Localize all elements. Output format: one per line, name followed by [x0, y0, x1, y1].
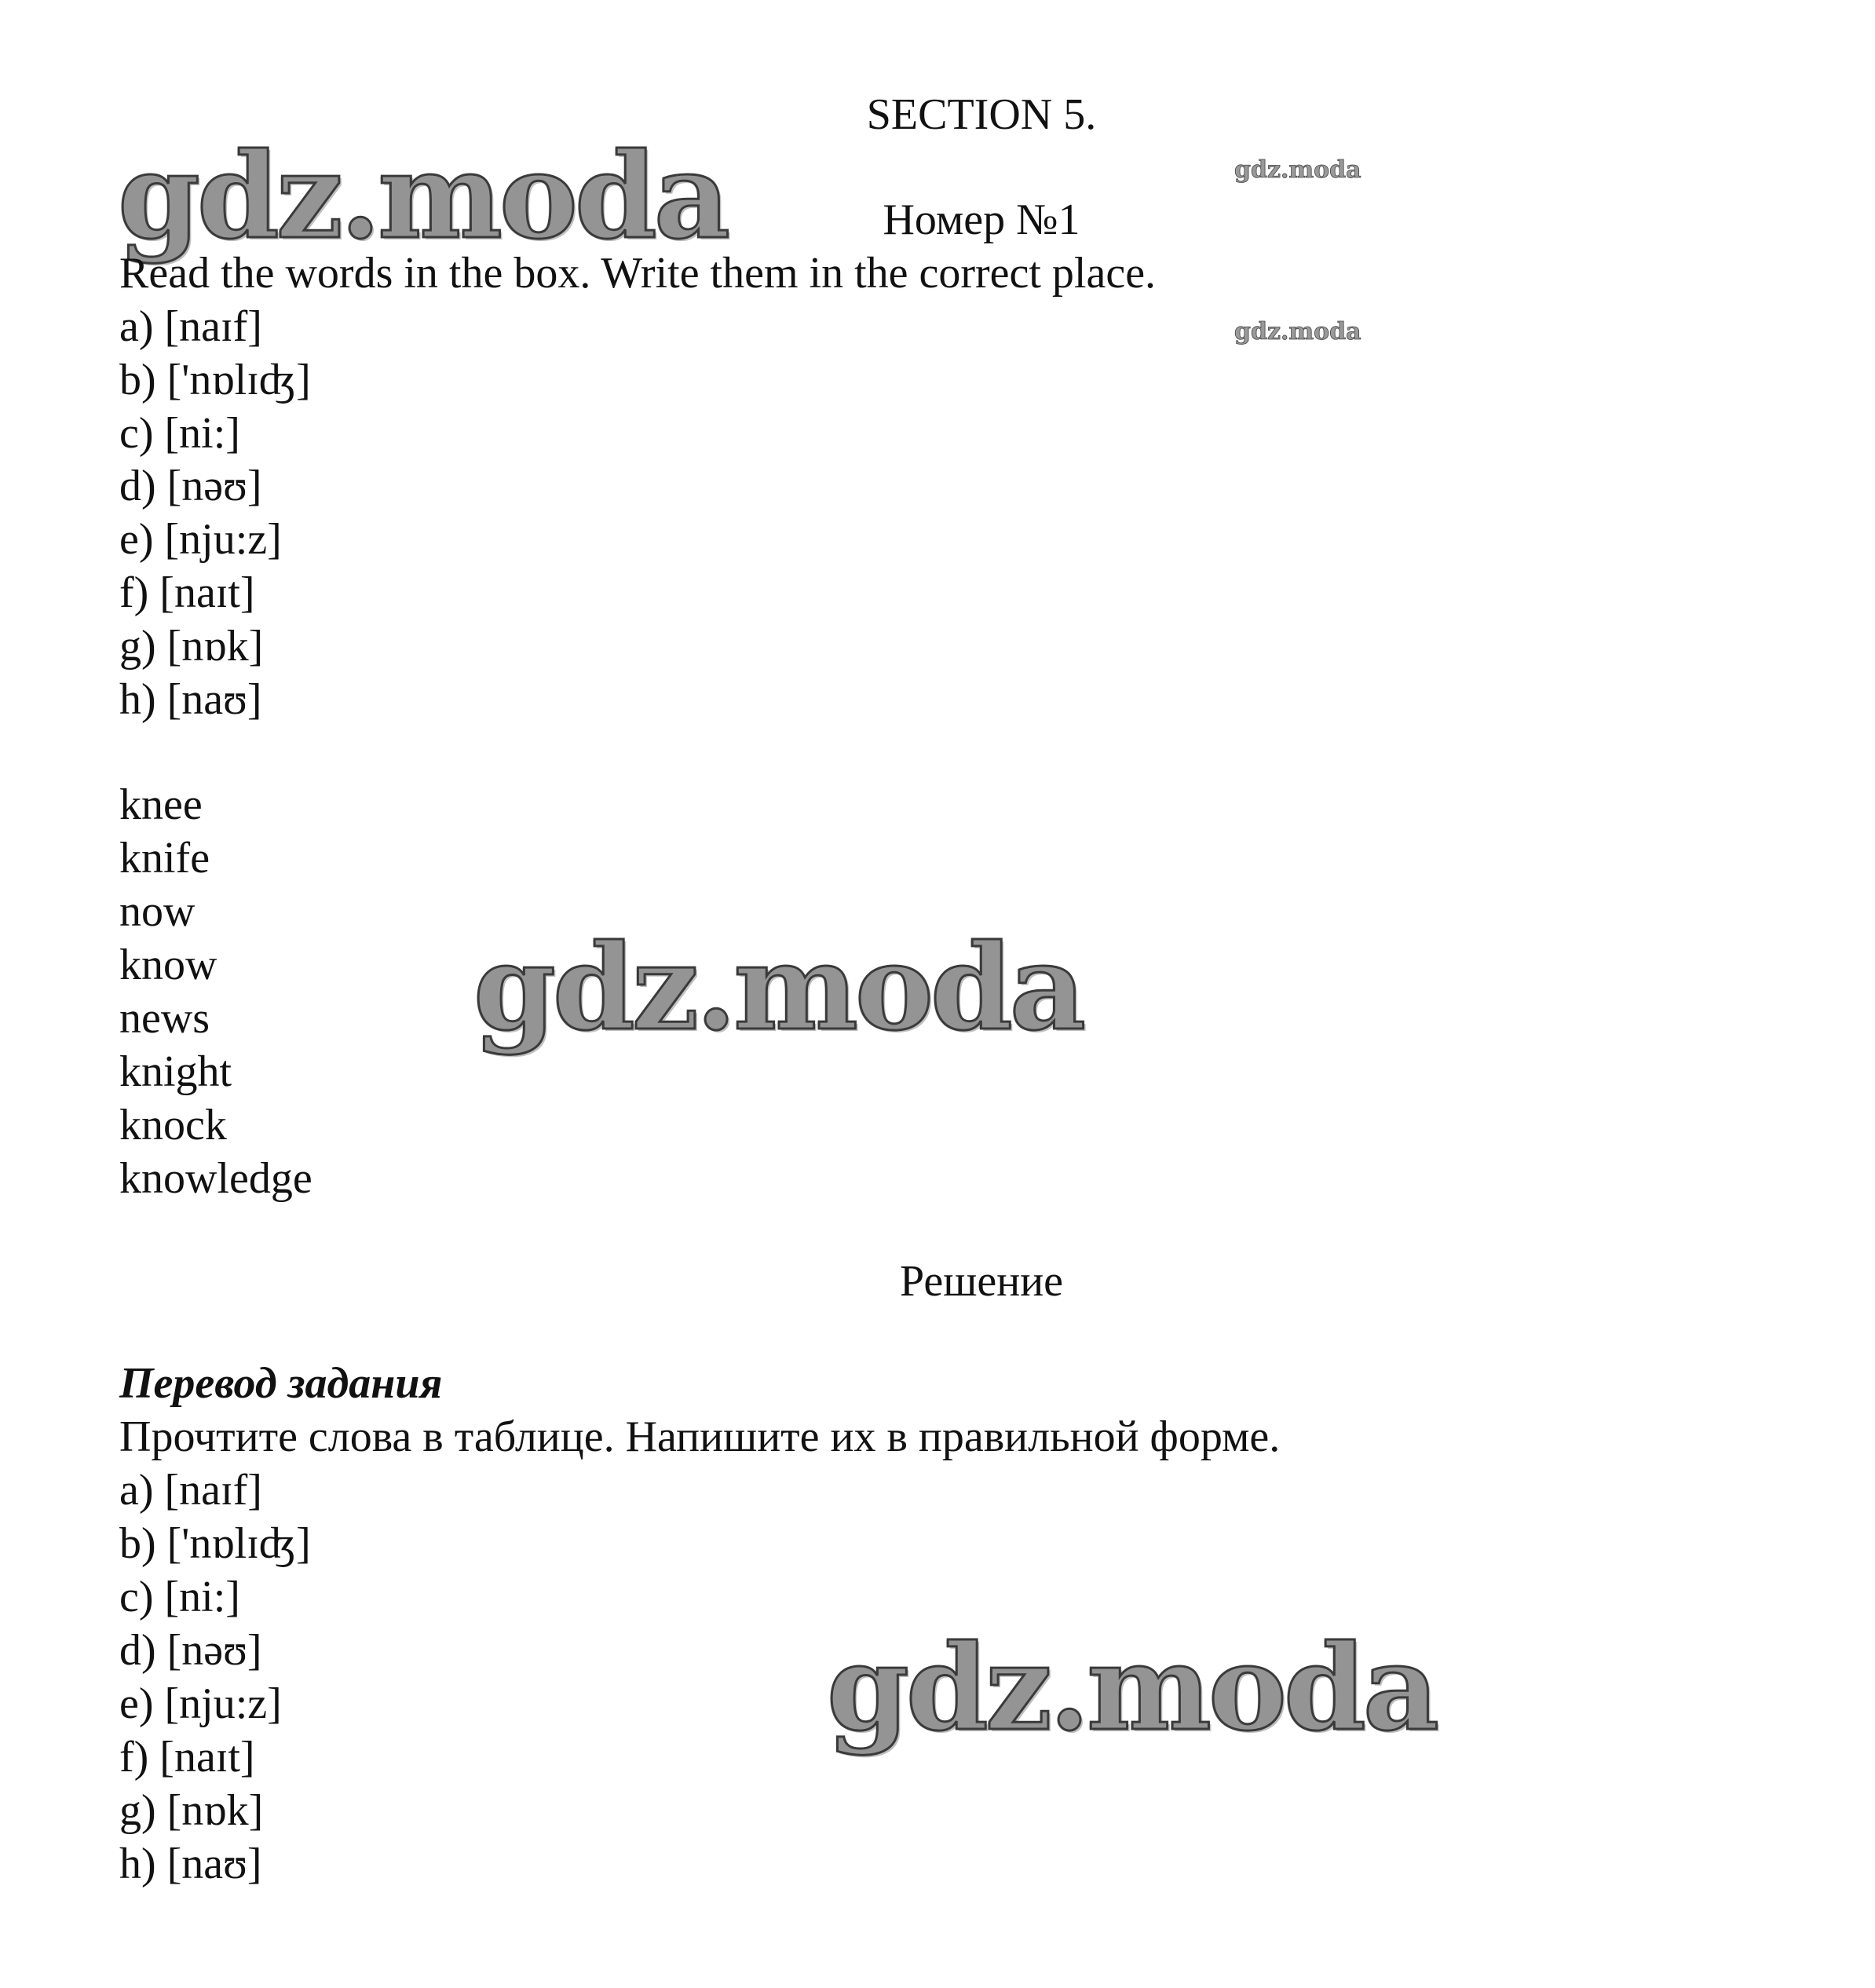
solution-heading: Решение	[899, 1257, 1064, 1306]
task-item: c) [ni:]	[119, 409, 240, 458]
word-box-item: knowledge	[119, 1154, 312, 1203]
solution-item: h) [naʊ]	[119, 1840, 262, 1888]
watermark-small-1: gdz.moda	[1234, 156, 1361, 184]
task-item: f) [naɪt]	[119, 568, 255, 617]
watermark-logo-bottom: gdz.moda	[827, 1619, 1437, 1757]
task-item: g) [nɒk]	[119, 622, 264, 671]
word-box-item: news	[119, 994, 210, 1043]
exercise-number: Номер №1	[883, 196, 1080, 244]
solution-item: g) [nɒk]	[119, 1786, 264, 1835]
task-item: b) ['nɒlɪʤ]	[119, 356, 311, 404]
watermark-logo-middle: gdz.moda	[473, 919, 1084, 1057]
task-item: h) [naʊ]	[119, 675, 262, 724]
word-box-item: now	[119, 887, 196, 936]
word-box-item: know	[119, 941, 217, 989]
translation-heading: Перевод задания	[119, 1359, 443, 1408]
solution-item: c) [ni:]	[119, 1573, 240, 1621]
word-box-item: knee	[119, 780, 203, 829]
task-instruction: Read the words in the box. Write them in the correct place.	[119, 249, 1157, 298]
watermark-logo-top-left: gdz.moda	[118, 127, 728, 265]
translation-instruction: Прочтите слова в таблице. Напишите их в правильной форме.	[119, 1412, 1281, 1461]
solution-item: a) [naɪf]	[119, 1466, 262, 1515]
section-title: SECTION 5.	[866, 90, 1097, 139]
task-item: a) [naɪf]	[119, 302, 262, 351]
solution-item: d) [nəʊ]	[119, 1626, 262, 1675]
solution-item: f) [naɪt]	[119, 1733, 255, 1782]
watermark-small-2: gdz.moda	[1234, 318, 1361, 345]
word-box-item: knight	[119, 1047, 232, 1096]
word-box-item: knock	[119, 1101, 227, 1149]
solution-item: e) [nju:z]	[119, 1679, 282, 1728]
task-item: d) [nəʊ]	[119, 462, 262, 510]
solution-item: b) ['nɒlɪʤ]	[119, 1519, 311, 1568]
word-box-item: knife	[119, 834, 210, 883]
task-item: e) [nju:z]	[119, 515, 282, 564]
